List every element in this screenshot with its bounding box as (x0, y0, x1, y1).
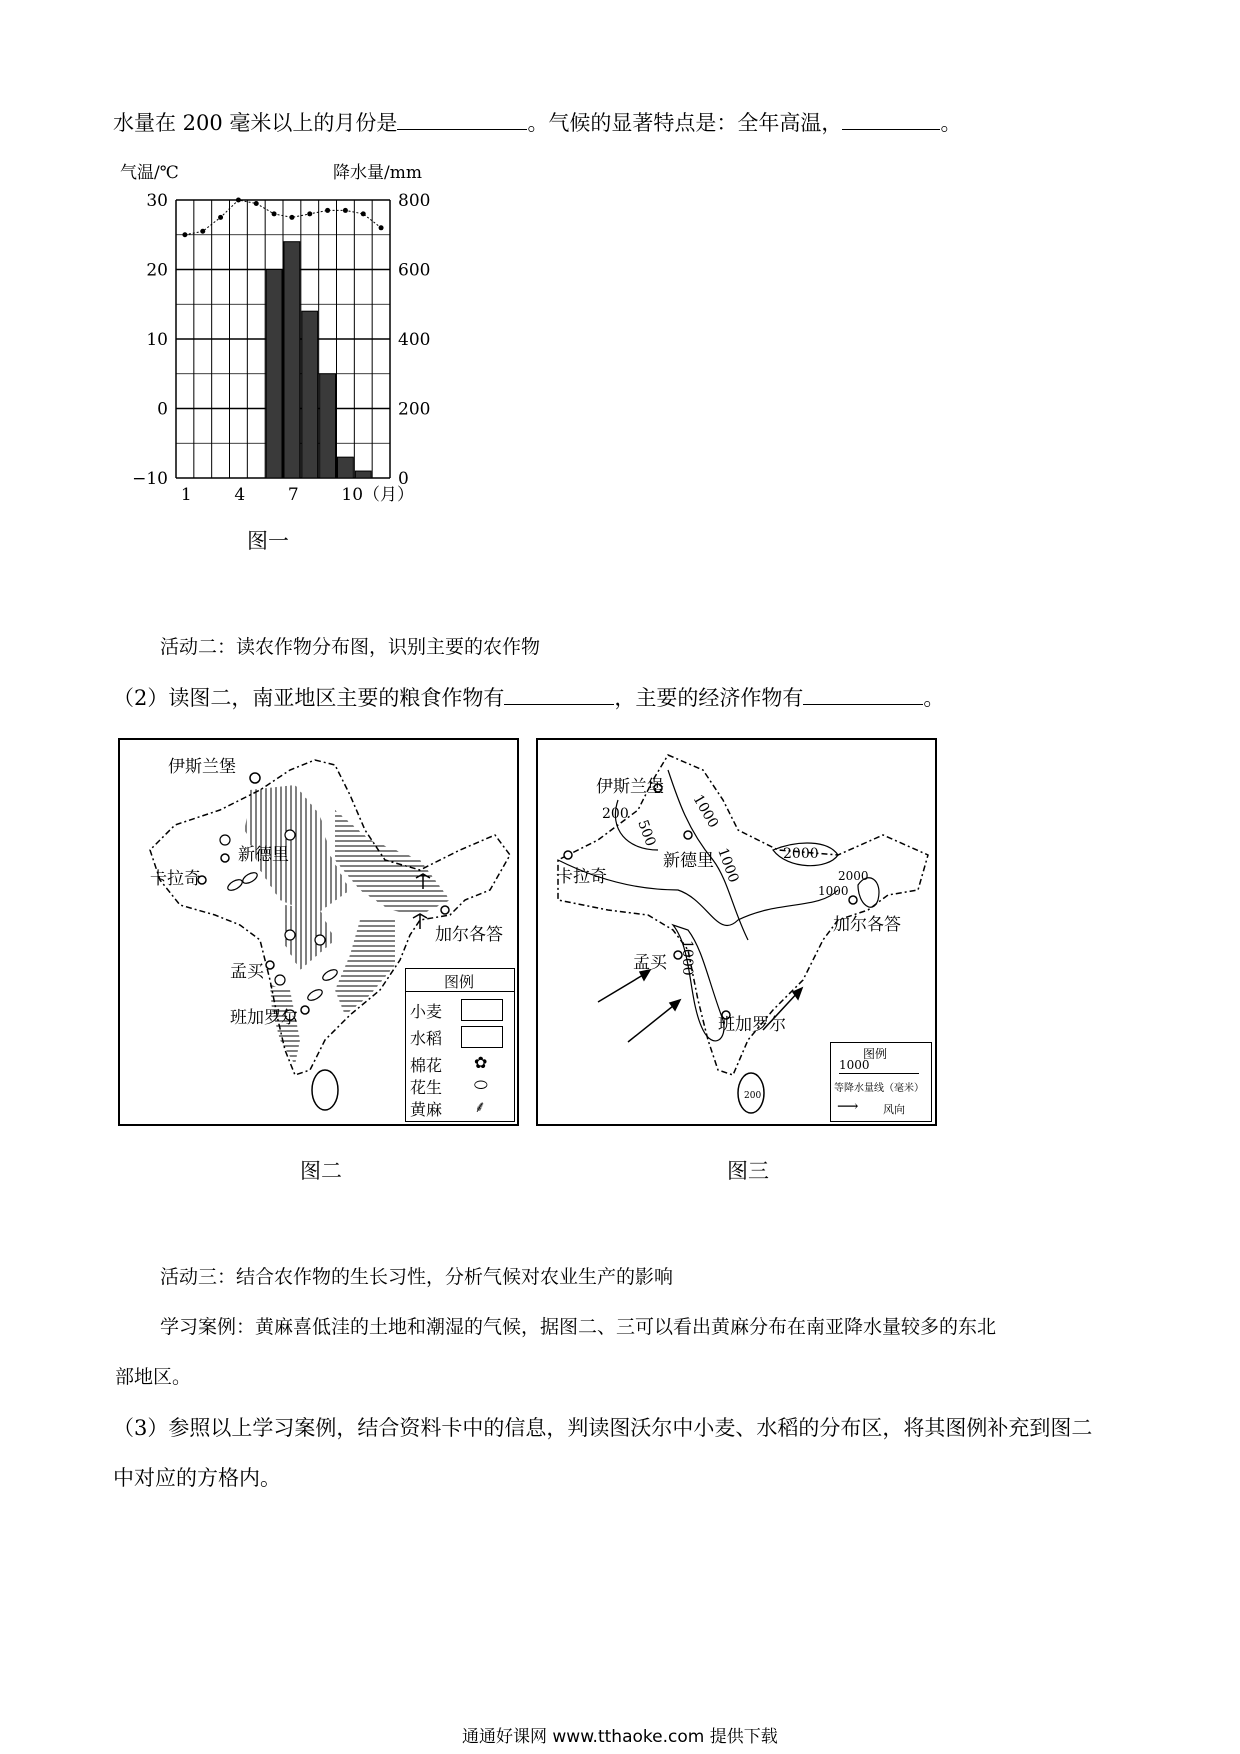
temperature-point (361, 211, 366, 216)
arrow-right-icon: ⟶ (837, 1097, 859, 1115)
precipitation-bar (266, 270, 282, 479)
precipitation-bar (355, 471, 371, 478)
x-tick-label: 10（月） (341, 485, 415, 505)
q1-text-b: 。气候的显著特点是：全年高温， (527, 111, 843, 135)
map2-label-bangalore: 班加罗尔 (230, 1008, 298, 1028)
temperature-point (379, 225, 384, 230)
y-left-tick-label: −10 (132, 469, 168, 489)
sri-lanka-outline (312, 1070, 338, 1110)
case-study-line1: 学习案例：黄麻喜低洼的土地和潮湿的气候，据图二、三可以看出黄麻分布在南亚降水量较多的东北 (160, 1316, 997, 1338)
city-marker-bangalore (301, 1006, 309, 1014)
climate-chart (108, 158, 448, 508)
map3-label-bangalore: 班加罗尔 (718, 1015, 786, 1035)
question2-line (113, 682, 944, 712)
isohyet-label: 1000 (714, 845, 742, 885)
map3-label-mumbai: 孟买 (633, 953, 667, 973)
map3-label-new-delhi: 新德里 (663, 851, 714, 871)
isohyet-label: 2000 (838, 869, 869, 883)
map3-marker-kolkata (849, 896, 857, 904)
x-tick-label: 4 (234, 485, 246, 505)
cotton-icon: ✿ (474, 1053, 488, 1072)
q1-text-c: 。 (940, 111, 962, 135)
answer-blank-1[interactable] (397, 129, 527, 130)
y-right-axis-label: 降水量/mm (333, 163, 422, 183)
map3-label-karachi: 卡拉奇 (556, 867, 607, 887)
map3-marker-karachi (564, 851, 572, 859)
map2-label-mumbai: 孟买 (230, 962, 264, 982)
x-tick-label: 1 (180, 485, 192, 505)
city-marker-new-delhi (221, 854, 229, 862)
map2-label-new-delhi: 新德里 (238, 845, 289, 865)
precipitation-bar (320, 374, 336, 478)
rice-region-east (335, 920, 395, 1015)
y-left-tick-label: 20 (146, 260, 168, 281)
precipitation-bar (284, 242, 300, 478)
question3-line2: 中对应的方格内。 (113, 1466, 281, 1490)
rice-region-north (335, 810, 450, 915)
y-right-tick-label: 600 (398, 260, 431, 281)
map3-label-islamabad: 伊斯兰堡 (596, 777, 664, 797)
q2-text-b: ，主要的经济作物有 (614, 686, 804, 710)
question1-line (113, 107, 961, 137)
precipitation-bar (338, 457, 354, 478)
answer-blank-4[interactable] (803, 704, 923, 705)
map3-legend-title: 图例 (863, 1047, 888, 1061)
figure3-caption: 图三 (727, 1159, 769, 1183)
activity3-heading: 活动三：结合农作物的生长习性，分析气候对农业生产的影响 (160, 1266, 674, 1288)
isohyet-legend-line (839, 1073, 919, 1074)
isohyet-label: 2000 (783, 846, 819, 862)
activity2-heading: 活动二：读农作物分布图，识别主要的农作物 (160, 636, 541, 658)
isohyet-label: 1000 (679, 940, 695, 976)
map2-label-kolkata: 加尔各答 (435, 925, 503, 945)
figure1-caption: 图一 (247, 529, 289, 553)
answer-blank-2[interactable] (842, 129, 940, 130)
temperature-point (182, 232, 187, 237)
page-footer: 通通好课网 www.tthaoke.com 提供下载 (462, 1727, 778, 1747)
legend-jute-label: 黄麻 (410, 1100, 443, 1119)
figure2-caption: 图二 (300, 1159, 342, 1183)
y-right-tick-label: 0 (398, 469, 409, 489)
temperature-point (218, 215, 223, 220)
answer-blank-3[interactable] (504, 704, 614, 705)
jute-icon: ⸙ (474, 1097, 487, 1116)
legend-wheat-swatch[interactable] (461, 999, 503, 1021)
legend-wheat-label: 小麦 (410, 1002, 443, 1021)
temperature-point (272, 211, 277, 216)
city-marker-mumbai (266, 961, 274, 969)
temperature-point (254, 201, 259, 206)
chart-grid (176, 200, 390, 478)
map2-legend (405, 968, 515, 1122)
temperature-point (307, 211, 312, 216)
map2-label-islamabad: 伊斯兰堡 (168, 757, 236, 777)
isohyet-label: 200 (744, 1091, 762, 1101)
y-right-tick-label: 200 (398, 399, 431, 420)
map3-legend-line-value: 1000 (839, 1058, 870, 1072)
y-left-tick-label: 30 (146, 191, 168, 211)
isohyet-label: 1000 (818, 884, 849, 898)
temperature-point (236, 198, 241, 203)
temperature-point (343, 208, 348, 213)
temperature-point (289, 215, 294, 220)
map3-legend-isohyet: 等降水量线（毫米） (834, 1083, 924, 1094)
map3-legend (830, 1042, 932, 1122)
q2-text-a: （2）读图二，南亚地区主要的粮食作物有 (113, 686, 505, 710)
map3-marker-new-delhi (684, 831, 692, 839)
precipitation-map (536, 738, 937, 1126)
city-marker-kolkata (441, 906, 449, 914)
legend-rice-label: 水稻 (410, 1029, 443, 1048)
case-study-line2: 部地区。 (115, 1366, 192, 1388)
map3-legend-wind: 风向 (883, 1103, 905, 1116)
crop-distribution-map (118, 738, 519, 1126)
q2-text-c: 。 (923, 686, 945, 710)
y-right-tick-label: 400 (398, 330, 431, 350)
city-marker-islamabad (250, 773, 260, 783)
isohyet-label: 1000 (689, 792, 722, 831)
isohyet-label: 500 (634, 817, 659, 849)
temperature-point (200, 229, 205, 234)
legend-cotton-label: 棉花 (410, 1056, 443, 1075)
map2-legend-title: 图例 (444, 973, 475, 991)
y-left-tick-label: 0 (157, 399, 168, 420)
y-right-tick-label: 800 (398, 191, 431, 211)
y-left-axis-label: 气温/℃ (120, 163, 179, 183)
y-left-tick-label: 10 (146, 330, 168, 350)
precipitation-bar (302, 311, 318, 478)
legend-rice-swatch[interactable] (461, 1026, 503, 1048)
isohyet-label: 200 (602, 806, 629, 822)
map3-label-kolkata: 加尔各答 (833, 915, 901, 935)
legend-peanut-label: 花生 (410, 1078, 443, 1097)
temperature-point (325, 208, 330, 213)
question3-line1: （3）参照以上学习案例，结合资料卡中的信息，判读图沃尔中小麦、水稻的分布区，将其图例补充到图二 (113, 1416, 1093, 1440)
peanut-icon: ⬭ (474, 1075, 488, 1094)
q1-text-a: 水量在 200 毫米以上的月份是 (113, 111, 398, 135)
map2-label-karachi: 卡拉奇 (150, 869, 201, 889)
x-tick-label: 7 (287, 485, 299, 505)
